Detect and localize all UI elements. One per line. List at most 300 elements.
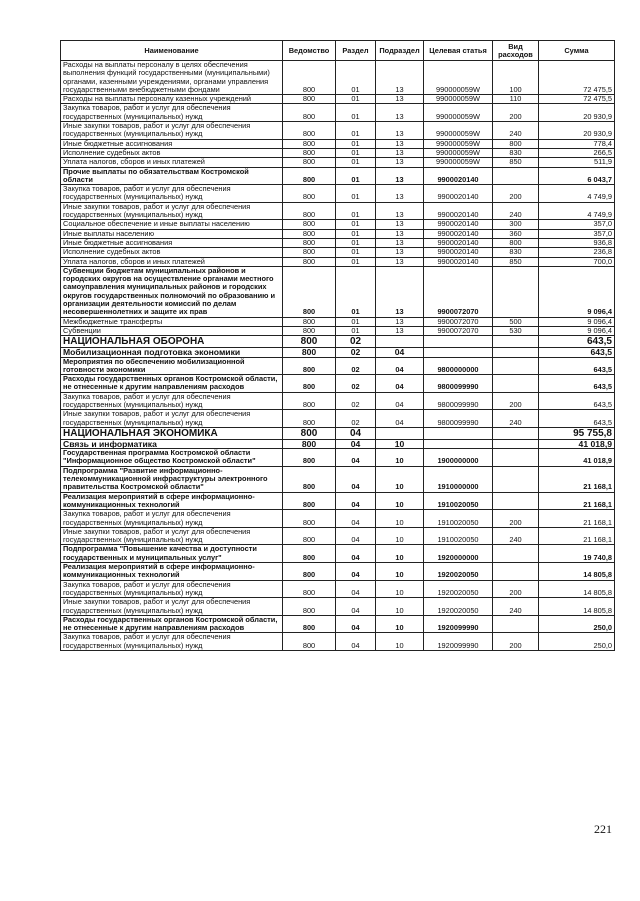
cell-name: НАЦИОНАЛЬНАЯ ЭКОНОМИКА — [61, 427, 283, 439]
cell-expense-type — [493, 357, 539, 375]
table-row — [61, 449, 615, 467]
cell-subsection: 10 — [376, 580, 424, 598]
cell-subsection: 13 — [376, 61, 424, 95]
cell-section: 02 — [336, 348, 376, 357]
cell-subsection: 10 — [376, 510, 424, 528]
cell-name: Мобилизационная подготовка экономики — [61, 348, 283, 357]
cell-section: 02 — [336, 357, 376, 375]
cell-section: 01 — [336, 326, 376, 335]
cell-amount: 20 930,9 — [539, 122, 615, 140]
cell-amount: 778,4 — [539, 139, 615, 148]
table-row — [61, 545, 615, 563]
cell-expense-type: 850 — [493, 158, 539, 167]
cell-name: Иные бюджетные ассигнования — [61, 238, 283, 247]
cell-expense-type: 240 — [493, 122, 539, 140]
cell-section: 02 — [336, 375, 376, 393]
cell-subsection: 04 — [376, 348, 424, 357]
cell-name: Реализация мероприятий в сфере информационно-коммуникационных технологий — [61, 563, 283, 581]
table-row — [61, 427, 615, 439]
cell-expense-type: 200 — [493, 510, 539, 528]
header-target-article: Целевая статья — [424, 41, 493, 61]
header-department: Ведомство — [283, 41, 336, 61]
cell-target-article: 9900020140 — [424, 229, 493, 238]
cell-target-article: 990000059W — [424, 122, 493, 140]
cell-department: 800 — [283, 122, 336, 140]
cell-target-article: 990000059W — [424, 139, 493, 148]
cell-target-article — [424, 427, 493, 439]
cell-section: 01 — [336, 229, 376, 238]
cell-subsection: 13 — [376, 95, 424, 104]
cell-department: 800 — [283, 104, 336, 122]
cell-target-article: 9900020140 — [424, 248, 493, 257]
cell-section: 04 — [336, 633, 376, 651]
cell-section: 04 — [336, 492, 376, 510]
cell-target-article: 9800099990 — [424, 375, 493, 393]
cell-name: Закупка товаров, работ и услуг для обеспечения государственных (муниципальных) нужд — [61, 510, 283, 528]
cell-department: 800 — [283, 202, 336, 220]
cell-department: 800 — [283, 563, 336, 581]
cell-section: 01 — [336, 158, 376, 167]
cell-amount: 643,5 — [539, 348, 615, 357]
cell-amount: 19 740,8 — [539, 545, 615, 563]
table-row — [61, 122, 615, 140]
cell-amount: 643,5 — [539, 392, 615, 410]
cell-expense-type — [493, 563, 539, 581]
cell-target-article: 1920020050 — [424, 563, 493, 581]
table-row — [61, 357, 615, 375]
cell-name: Межбюджетные трансферты — [61, 317, 283, 326]
cell-expense-type — [493, 266, 539, 317]
cell-section: 01 — [336, 185, 376, 203]
cell-target-article — [424, 336, 493, 348]
cell-subsection: 13 — [376, 238, 424, 247]
cell-name: Социальное обеспечение и иные выплаты населению — [61, 220, 283, 229]
cell-subsection: 13 — [376, 326, 424, 335]
cell-target-article: 9900020140 — [424, 202, 493, 220]
header-name: Наименование — [61, 41, 283, 61]
cell-subsection: 13 — [376, 257, 424, 266]
budget-table — [60, 40, 615, 651]
cell-name: Субвенции бюджетам муниципальных районов и городских округов на осуществление органами местного самоуправления муниципальных районов и городских округов государственных полномочий по образованию и организации деятельности комиссий по делам несовершеннолетних и защите их прав — [61, 266, 283, 317]
cell-amount: 95 755,8 — [539, 427, 615, 439]
cell-section: 01 — [336, 104, 376, 122]
cell-section: 01 — [336, 202, 376, 220]
cell-section: 01 — [336, 148, 376, 157]
table-row — [61, 326, 615, 335]
cell-section: 04 — [336, 563, 376, 581]
cell-section: 04 — [336, 449, 376, 467]
cell-section: 04 — [336, 615, 376, 633]
cell-department: 800 — [283, 326, 336, 335]
cell-subsection: 10 — [376, 615, 424, 633]
cell-department: 800 — [283, 633, 336, 651]
table-row — [61, 266, 615, 317]
cell-expense-type — [493, 375, 539, 393]
table-row — [61, 392, 615, 410]
cell-amount: 236,8 — [539, 248, 615, 257]
cell-department: 800 — [283, 598, 336, 616]
cell-amount: 700,0 — [539, 257, 615, 266]
cell-expense-type — [493, 466, 539, 492]
cell-amount: 21 168,1 — [539, 466, 615, 492]
table-header-row — [61, 41, 615, 61]
table-row — [61, 348, 615, 357]
cell-subsection: 13 — [376, 122, 424, 140]
cell-section: 04 — [336, 545, 376, 563]
table-row — [61, 466, 615, 492]
cell-department: 800 — [283, 510, 336, 528]
cell-amount: 20 930,9 — [539, 104, 615, 122]
cell-amount: 41 018,9 — [539, 449, 615, 467]
cell-department: 800 — [283, 167, 336, 185]
cell-section: 01 — [336, 238, 376, 247]
cell-expense-type — [493, 545, 539, 563]
table-row — [61, 492, 615, 510]
cell-department: 800 — [283, 266, 336, 317]
cell-subsection — [376, 427, 424, 439]
cell-department: 800 — [283, 580, 336, 598]
cell-department: 800 — [283, 545, 336, 563]
header-subsection: Подраздел — [376, 41, 424, 61]
cell-department: 800 — [283, 248, 336, 257]
cell-department: 800 — [283, 139, 336, 148]
cell-subsection: 13 — [376, 139, 424, 148]
table-row — [61, 563, 615, 581]
table-row — [61, 633, 615, 651]
cell-amount: 72 475,5 — [539, 95, 615, 104]
cell-subsection: 10 — [376, 439, 424, 448]
header-amount: Сумма — [539, 41, 615, 61]
cell-expense-type: 800 — [493, 238, 539, 247]
cell-amount: 9 096,4 — [539, 317, 615, 326]
cell-department: 800 — [283, 439, 336, 448]
cell-subsection: 04 — [376, 392, 424, 410]
cell-expense-type: 240 — [493, 527, 539, 545]
cell-target-article: 9900020140 — [424, 220, 493, 229]
cell-expense-type: 200 — [493, 104, 539, 122]
table-row — [61, 598, 615, 616]
cell-name: Уплата налогов, сборов и иных платежей — [61, 158, 283, 167]
cell-amount: 357,0 — [539, 229, 615, 238]
cell-amount: 250,0 — [539, 633, 615, 651]
cell-amount: 936,8 — [539, 238, 615, 247]
cell-amount: 511,9 — [539, 158, 615, 167]
cell-name: Уплата налогов, сборов и иных платежей — [61, 257, 283, 266]
cell-section: 01 — [336, 95, 376, 104]
cell-department: 800 — [283, 392, 336, 410]
cell-department: 800 — [283, 615, 336, 633]
cell-section: 01 — [336, 220, 376, 229]
cell-section: 04 — [336, 427, 376, 439]
cell-subsection: 13 — [376, 148, 424, 157]
table-row — [61, 375, 615, 393]
cell-expense-type — [493, 427, 539, 439]
cell-target-article: 1920099990 — [424, 633, 493, 651]
cell-name: НАЦИОНАЛЬНАЯ ОБОРОНА — [61, 336, 283, 348]
cell-amount: 266,5 — [539, 148, 615, 157]
cell-target-article: 1910020050 — [424, 527, 493, 545]
cell-target-article: 1920020050 — [424, 598, 493, 616]
cell-target-article: 1910020050 — [424, 492, 493, 510]
cell-name: Иные бюджетные ассигнования — [61, 139, 283, 148]
cell-section: 04 — [336, 466, 376, 492]
cell-expense-type: 830 — [493, 148, 539, 157]
table-row — [61, 202, 615, 220]
cell-name: Иные закупки товаров, работ и услуг для обеспечения государственных (муниципальных) нужд — [61, 598, 283, 616]
page-number: 221 — [594, 822, 612, 836]
cell-target-article: 1920000000 — [424, 545, 493, 563]
cell-amount: 4 749,9 — [539, 202, 615, 220]
cell-subsection: 13 — [376, 104, 424, 122]
header-section: Раздел — [336, 41, 376, 61]
cell-department: 800 — [283, 492, 336, 510]
cell-target-article: 1920020050 — [424, 580, 493, 598]
table-row — [61, 580, 615, 598]
cell-section: 01 — [336, 317, 376, 326]
cell-amount: 14 805,8 — [539, 563, 615, 581]
cell-section: 04 — [336, 510, 376, 528]
cell-section: 01 — [336, 266, 376, 317]
cell-name: Закупка товаров, работ и услуг для обеспечения государственных (муниципальных) нужд — [61, 392, 283, 410]
cell-target-article: 9900072070 — [424, 266, 493, 317]
cell-amount: 9 096,4 — [539, 326, 615, 335]
cell-subsection: 10 — [376, 492, 424, 510]
cell-expense-type: 360 — [493, 229, 539, 238]
cell-name: Государственная программа Костромской области "Информационное общество Костромской области" — [61, 449, 283, 467]
cell-amount: 4 749,9 — [539, 185, 615, 203]
cell-department: 800 — [283, 148, 336, 157]
cell-expense-type: 300 — [493, 220, 539, 229]
cell-subsection: 10 — [376, 598, 424, 616]
cell-target-article: 1920099990 — [424, 615, 493, 633]
cell-name: Закупка товаров, работ и услуг для обеспечения государственных (муниципальных) нужд — [61, 185, 283, 203]
cell-subsection: 13 — [376, 266, 424, 317]
cell-subsection: 13 — [376, 185, 424, 203]
table-row — [61, 510, 615, 528]
cell-amount: 643,5 — [539, 375, 615, 393]
cell-section: 02 — [336, 392, 376, 410]
cell-amount: 72 475,5 — [539, 61, 615, 95]
cell-amount: 21 168,1 — [539, 492, 615, 510]
cell-name: Связь и информатика — [61, 439, 283, 448]
cell-target-article: 9800000000 — [424, 357, 493, 375]
cell-section: 02 — [336, 410, 376, 428]
cell-department: 800 — [283, 95, 336, 104]
cell-expense-type — [493, 615, 539, 633]
cell-amount: 250,0 — [539, 615, 615, 633]
table-row — [61, 104, 615, 122]
table-row — [61, 527, 615, 545]
cell-section: 02 — [336, 336, 376, 348]
cell-department: 800 — [283, 61, 336, 95]
cell-department: 800 — [283, 410, 336, 428]
cell-subsection — [376, 336, 424, 348]
cell-target-article — [424, 439, 493, 448]
cell-expense-type: 240 — [493, 202, 539, 220]
cell-name: Иные закупки товаров, работ и услуг для обеспечения государственных (муниципальных) нужд — [61, 122, 283, 140]
cell-department: 800 — [283, 220, 336, 229]
cell-subsection: 13 — [376, 167, 424, 185]
cell-target-article: 9900020140 — [424, 167, 493, 185]
cell-expense-type: 200 — [493, 185, 539, 203]
cell-target-article — [424, 348, 493, 357]
cell-subsection: 13 — [376, 158, 424, 167]
cell-name: Иные закупки товаров, работ и услуг для обеспечения государственных (муниципальных) нужд — [61, 202, 283, 220]
cell-subsection: 13 — [376, 220, 424, 229]
cell-expense-type: 200 — [493, 392, 539, 410]
cell-target-article: 1910020050 — [424, 510, 493, 528]
table-row — [61, 167, 615, 185]
table-row — [61, 248, 615, 257]
cell-name: Прочие выплаты по обязательствам Костромской области — [61, 167, 283, 185]
table-row — [61, 61, 615, 95]
cell-expense-type: 200 — [493, 633, 539, 651]
cell-name: Расходы государственных органов Костромской области, не отнесенные к другим направлениям расходов — [61, 375, 283, 393]
cell-target-article: 9800099990 — [424, 410, 493, 428]
cell-department: 800 — [283, 158, 336, 167]
cell-section: 01 — [336, 167, 376, 185]
cell-name: Субвенции — [61, 326, 283, 335]
cell-name: Иные закупки товаров, работ и услуг для обеспечения государственных (муниципальных) нужд — [61, 410, 283, 428]
cell-section: 04 — [336, 598, 376, 616]
cell-section: 01 — [336, 122, 376, 140]
table-body — [61, 61, 615, 651]
cell-name: Иные закупки товаров, работ и услуг для обеспечения государственных (муниципальных) нужд — [61, 527, 283, 545]
cell-expense-type: 530 — [493, 326, 539, 335]
cell-name: Закупка товаров, работ и услуг для обеспечения государственных (муниципальных) нужд — [61, 580, 283, 598]
cell-name: Мероприятия по обеспечению мобилизационной готовности экономики — [61, 357, 283, 375]
budget-table-sheet — [60, 40, 614, 651]
cell-name: Подпрограмма "Повышение качества и доступности государственных и муниципальных услуг" — [61, 545, 283, 563]
cell-name: Исполнение судебных актов — [61, 248, 283, 257]
cell-expense-type: 800 — [493, 139, 539, 148]
cell-target-article: 9900020140 — [424, 185, 493, 203]
cell-section: 01 — [336, 61, 376, 95]
cell-amount: 14 805,8 — [539, 598, 615, 616]
cell-expense-type — [493, 167, 539, 185]
table-row — [61, 220, 615, 229]
cell-name: Иные выплаты населению — [61, 229, 283, 238]
cell-subsection: 10 — [376, 449, 424, 467]
table-row — [61, 257, 615, 266]
cell-subsection: 13 — [376, 317, 424, 326]
cell-department: 800 — [283, 527, 336, 545]
cell-amount: 6 043,7 — [539, 167, 615, 185]
cell-name: Расходы на выплаты персоналу казенных учреждений — [61, 95, 283, 104]
cell-department: 800 — [283, 427, 336, 439]
cell-department: 800 — [283, 375, 336, 393]
cell-subsection: 13 — [376, 202, 424, 220]
cell-target-article: 990000059W — [424, 148, 493, 157]
cell-expense-type: 240 — [493, 410, 539, 428]
cell-target-article: 1910000000 — [424, 466, 493, 492]
cell-expense-type: 100 — [493, 61, 539, 95]
cell-section: 01 — [336, 257, 376, 266]
cell-department: 800 — [283, 257, 336, 266]
cell-amount: 643,5 — [539, 336, 615, 348]
cell-expense-type — [493, 336, 539, 348]
cell-target-article: 9900020140 — [424, 238, 493, 247]
cell-name: Расходы на выплаты персоналу в целях обеспечения выполнения функций государственными (муниципальными) органами, казенными учреждениями, органами управления государственными внебюджетными фондами — [61, 61, 283, 95]
cell-department: 800 — [283, 348, 336, 357]
table-row — [61, 336, 615, 348]
cell-expense-type: 200 — [493, 580, 539, 598]
cell-amount: 643,5 — [539, 410, 615, 428]
cell-expense-type: 850 — [493, 257, 539, 266]
cell-amount: 9 096,4 — [539, 266, 615, 317]
cell-amount: 41 018,9 — [539, 439, 615, 448]
cell-target-article: 990000059W — [424, 95, 493, 104]
cell-department: 800 — [283, 449, 336, 467]
cell-subsection: 10 — [376, 527, 424, 545]
cell-subsection: 10 — [376, 633, 424, 651]
cell-subsection: 04 — [376, 375, 424, 393]
cell-section: 04 — [336, 527, 376, 545]
cell-department: 800 — [283, 229, 336, 238]
header-expense-type: Вид расходов — [493, 41, 539, 61]
cell-amount: 21 168,1 — [539, 527, 615, 545]
cell-expense-type — [493, 492, 539, 510]
cell-expense-type: 240 — [493, 598, 539, 616]
cell-target-article: 9900072070 — [424, 317, 493, 326]
cell-section: 04 — [336, 580, 376, 598]
cell-department: 800 — [283, 185, 336, 203]
cell-subsection: 13 — [376, 248, 424, 257]
cell-amount: 21 168,1 — [539, 510, 615, 528]
cell-subsection: 10 — [376, 563, 424, 581]
cell-section: 01 — [336, 248, 376, 257]
cell-expense-type — [493, 449, 539, 467]
cell-target-article: 990000059W — [424, 104, 493, 122]
cell-subsection: 04 — [376, 410, 424, 428]
cell-expense-type: 500 — [493, 317, 539, 326]
table-row — [61, 410, 615, 428]
table-row — [61, 158, 615, 167]
cell-name: Подпрограмма "Развитие информационно-телекоммуникационной инфраструктуры электронного правительства Костромской области" — [61, 466, 283, 492]
cell-department: 800 — [283, 336, 336, 348]
cell-subsection: 04 — [376, 357, 424, 375]
cell-subsection: 10 — [376, 466, 424, 492]
cell-name: Исполнение судебных актов — [61, 148, 283, 157]
cell-department: 800 — [283, 466, 336, 492]
cell-expense-type: 110 — [493, 95, 539, 104]
cell-department: 800 — [283, 238, 336, 247]
cell-target-article: 990000059W — [424, 158, 493, 167]
cell-name: Расходы государственных органов Костромской области, не отнесенные к другим направлениям расходов — [61, 615, 283, 633]
cell-department: 800 — [283, 317, 336, 326]
cell-expense-type — [493, 439, 539, 448]
cell-subsection: 10 — [376, 545, 424, 563]
table-row — [61, 615, 615, 633]
cell-target-article: 9900072070 — [424, 326, 493, 335]
cell-department: 800 — [283, 357, 336, 375]
table-row — [61, 185, 615, 203]
cell-amount: 643,5 — [539, 357, 615, 375]
cell-name: Реализация мероприятий в сфере информационно-коммуникационных технологий — [61, 492, 283, 510]
cell-expense-type: 830 — [493, 248, 539, 257]
cell-target-article: 990000059W — [424, 61, 493, 95]
cell-amount: 14 805,8 — [539, 580, 615, 598]
cell-name: Закупка товаров, работ и услуг для обеспечения государственных (муниципальных) нужд — [61, 104, 283, 122]
cell-target-article: 9900020140 — [424, 257, 493, 266]
table-row — [61, 317, 615, 326]
cell-target-article: 9800099990 — [424, 392, 493, 410]
cell-section: 01 — [336, 139, 376, 148]
cell-target-article: 1900000000 — [424, 449, 493, 467]
cell-subsection: 13 — [376, 229, 424, 238]
cell-expense-type — [493, 348, 539, 357]
cell-amount: 357,0 — [539, 220, 615, 229]
